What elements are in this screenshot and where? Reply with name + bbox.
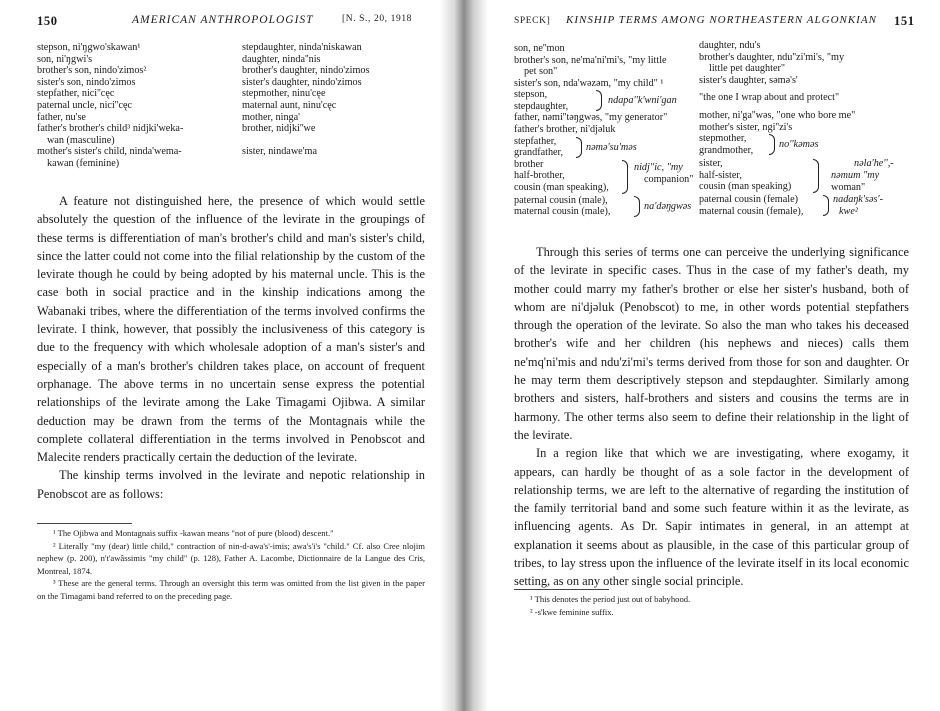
left-running-title: AMERICAN ANTHROPOLOGIST [132, 14, 314, 26]
term: daughter, ndu's [699, 40, 761, 51]
right-running-title: KINSHIP TERMS AMONG NORTHEASTERN ALGONKIAN [566, 14, 877, 26]
brace [769, 134, 775, 155]
term: half-sister, [699, 169, 742, 181]
left-paragraph: The kinship terms involved in the levirate and nepotic relationship in Penobscot are as follows: [37, 468, 425, 501]
term-right: sister, nindawe'ma [242, 146, 317, 158]
term: pet son" [524, 66, 558, 78]
term: woman" [831, 182, 866, 194]
footnote: ¹ This denotes the period just out of babyhood. [530, 594, 691, 604]
term: nəmum "my [831, 170, 880, 182]
term-right: stepmother, ninu'cęe [242, 88, 326, 100]
stepchild-group [514, 89, 677, 112]
sister-group [699, 158, 894, 194]
term-left: stepson, ni'ŋgwo'skawan¹ [37, 42, 141, 53]
term-row [37, 54, 425, 66]
left-footnote-rule [37, 523, 132, 524]
term-row [37, 77, 425, 89]
left-body [37, 192, 425, 503]
term-row [37, 88, 425, 100]
term: paternal cousin (male), [514, 194, 608, 206]
grandmother-group [699, 133, 855, 156]
term: brother [514, 158, 544, 170]
right-body [514, 243, 909, 591]
term: nəmə'su'məs [586, 141, 637, 153]
term: sister's daughter, səmə's' [699, 74, 798, 86]
term: paternal cousin (female) [699, 194, 798, 206]
term-row [37, 42, 425, 54]
term: stepfather, [514, 135, 557, 147]
term-left: father's brother's child³ nidjki'weka- [37, 123, 184, 135]
footnote: ³ These are the general terms. Through an oversight this term was omitted from the list given in the paper on the Timagami band referred to on the preceding page. [37, 578, 425, 601]
right-terms-left [514, 43, 694, 218]
right-terms-right [699, 40, 894, 218]
term-right: stepdaughter, ninda'niskawan [242, 42, 362, 53]
term: nidj''ic, "my [634, 161, 683, 173]
right-issue: SPECK] [514, 16, 551, 26]
term-left: father, nu'se [37, 111, 86, 123]
term: stepmother, [699, 133, 747, 145]
term-left: paternal uncle, nici''cęc [37, 99, 133, 111]
brace [622, 160, 628, 194]
term: mother, ni'ga''wəs, "one who bore me" [699, 109, 856, 121]
term: grandfather, [514, 147, 564, 159]
term: father's brother, ni'djəluk [514, 123, 616, 135]
term-right: brother's daughter, nindo'zimos [242, 65, 370, 77]
term: kwe² [839, 206, 858, 218]
brace [576, 137, 582, 158]
brother-group [514, 158, 694, 195]
term-left: mother's sister's child, ninda'wema- [37, 146, 182, 158]
term: nəla'he'',- [854, 158, 894, 170]
left-term-list [37, 42, 425, 170]
term-left: stepfather, nici''cęc [37, 88, 115, 100]
right-page [487, 0, 940, 711]
term-left: kawan (feminine) [47, 157, 120, 169]
term-right: daughter, ninda''nis [242, 53, 321, 65]
term: stepson, [514, 89, 548, 101]
term-left: son, ni'ŋgwi's [37, 53, 93, 65]
term-right: sister's daughter, nindo'zimos [242, 76, 362, 88]
left-issue: [N. S., 20, 1918 [342, 14, 413, 24]
term: maternal cousin (male), [514, 206, 611, 218]
term-row [37, 146, 425, 158]
term: "the one I wrap about and protect" [699, 92, 840, 104]
term: sister, [699, 158, 723, 170]
term-right: maternal aunt, ninu'cęc [242, 99, 337, 111]
term-row [37, 135, 425, 147]
left-footnotes [37, 527, 425, 603]
grandfather-group [514, 136, 667, 159]
right-page-number: 151 [894, 14, 915, 28]
brace [634, 196, 640, 217]
term-row [37, 123, 425, 135]
left-running-head [37, 14, 425, 29]
term-row [37, 100, 425, 112]
right-paragraph: Through this series of terms one can perceive the underlying significance of the levirate in specific cases. Thus in the case of my father's death, my mother could marry my father's brother or else her sister's husband, both of whom are ni'djəluk (Penobscot) to me, in other words potential stepfathers through the operation of the levirate. So also the man who takes his deceased brother's wife and her children (his nephews and nieces) calls them ne'mq'ni'mis and ndu'zi'mi's terms derived from those for son and daughter. Or he may term them descriptively stepson and stepdaughter. Similarly among brothers and sisters, half-brothers and sisters and cousins the terms are in harmony. The other terms also seem to define their relationship in the light of the levirate. [514, 245, 909, 442]
right-footnote-rule [514, 589, 609, 590]
term: stepdaughter, [514, 100, 569, 112]
term-row [37, 112, 425, 124]
term-row [37, 158, 425, 170]
term: mother's sister, ngi''zi's [699, 121, 793, 133]
term: grandmother, [699, 144, 754, 156]
left-page-number: 150 [37, 14, 58, 28]
term-left: sister's son, nindo'zimos [37, 76, 136, 88]
term-row [37, 65, 425, 77]
term: maternal cousin (female), [699, 205, 804, 217]
term: brother's son, ne'ma'ni'mi's, "my little [514, 54, 667, 66]
footnote: ² Literally "my (dear) little child," contraction of nin-d-awa's'-imis; awa's'i's "child." Cf. also Cree nlojim nephew (p. 200), n't'awâssimis "my child" (p. 128), Father A. Lacombe, Dictionnaire de la Langue des Cris, Montreal, 1874. [37, 540, 425, 576]
term-right: mother, ninga' [242, 111, 301, 123]
term: no''kəməs [779, 139, 819, 151]
footnote: ² -s'kwe feminine suffix. [530, 606, 614, 617]
brace [813, 159, 819, 193]
term: ndapa''k'wni'gan [608, 95, 677, 107]
term: brother's daughter, ndu''zi'mi's, "my [699, 51, 845, 63]
right-running-head [514, 14, 914, 26]
left-page [0, 0, 445, 711]
term: son, ne''mon [514, 43, 565, 54]
term: half-brother, [514, 170, 565, 182]
right-footnotes [514, 593, 909, 618]
footnote: ¹ The Ojibwa and Montagnais suffix -kawan means "not of pure (blood) descent." [53, 528, 334, 538]
cousin-group [514, 194, 692, 218]
term: nadaŋk'səs'- [833, 194, 884, 206]
term: cousin (man speaking), [514, 181, 609, 193]
right-paragraph: In a region like that which we are investigating, where exogamy, it appears, can hardly be thought of as a sole factor in the development of relationship terms, we are left to the alternative of regarding the institution of the family territorial band and some such feature within it as the levirate, as influencing agents. As Dr. Sapir intimates in general, in an attempt at explanation it seems about as plausible, in the case of this particular group of tribes, to lay stress upon the influence of the levirate itself in its local economic setting, as on any other single social principle. [514, 446, 909, 589]
term: sister's son, nda'wəzəm, "my child" ¹ [514, 77, 664, 89]
term: cousin (man speaking) [699, 181, 792, 193]
term: companion" [644, 173, 694, 185]
left-paragraph: A feature not distinguished here, the presence of which would settle absolutely the question of the influence of the levirate in the groupings of these terms is differentiation of man's brother's child and man's sister's child, since the latter could not come into the filial relationship by the custom of the levirate though he could by being adopted by his maternal uncle. This is the case both in social practice and in the kinship indications among the Wabanaki tribes, where the differentiation of the terms involved confirms the levirate. I think, however, that possibly the inclusiveness of this category is due to the frequency with which wholesale adoption of a man's sister's and especially of a man's brother's children takes place, on account of frequent orphanage. The above terms in no uncertain sense express the potential relationships of the levirate among the Lake Timagami Ojibwa. A similar deduction may be drawn from the terms of the Montagnais while the complete collateral differentiation in the terms involved in Penobscot and Malecite renders practically certain the deduction of the levirate. [37, 194, 425, 465]
book-gutter [440, 0, 488, 711]
female-cousin-group [699, 194, 884, 218]
term-right: brother, nidjki''we [242, 123, 316, 135]
term: little pet daughter" [709, 63, 786, 75]
term: na'dəŋgwəs [644, 200, 692, 212]
term: father, nəmi''təŋgwəs, "my generator" [514, 112, 668, 124]
term-left: brother's son, nindo'zimos² [37, 65, 147, 77]
term-left: wan (masculine) [47, 134, 115, 146]
brace [823, 195, 829, 216]
